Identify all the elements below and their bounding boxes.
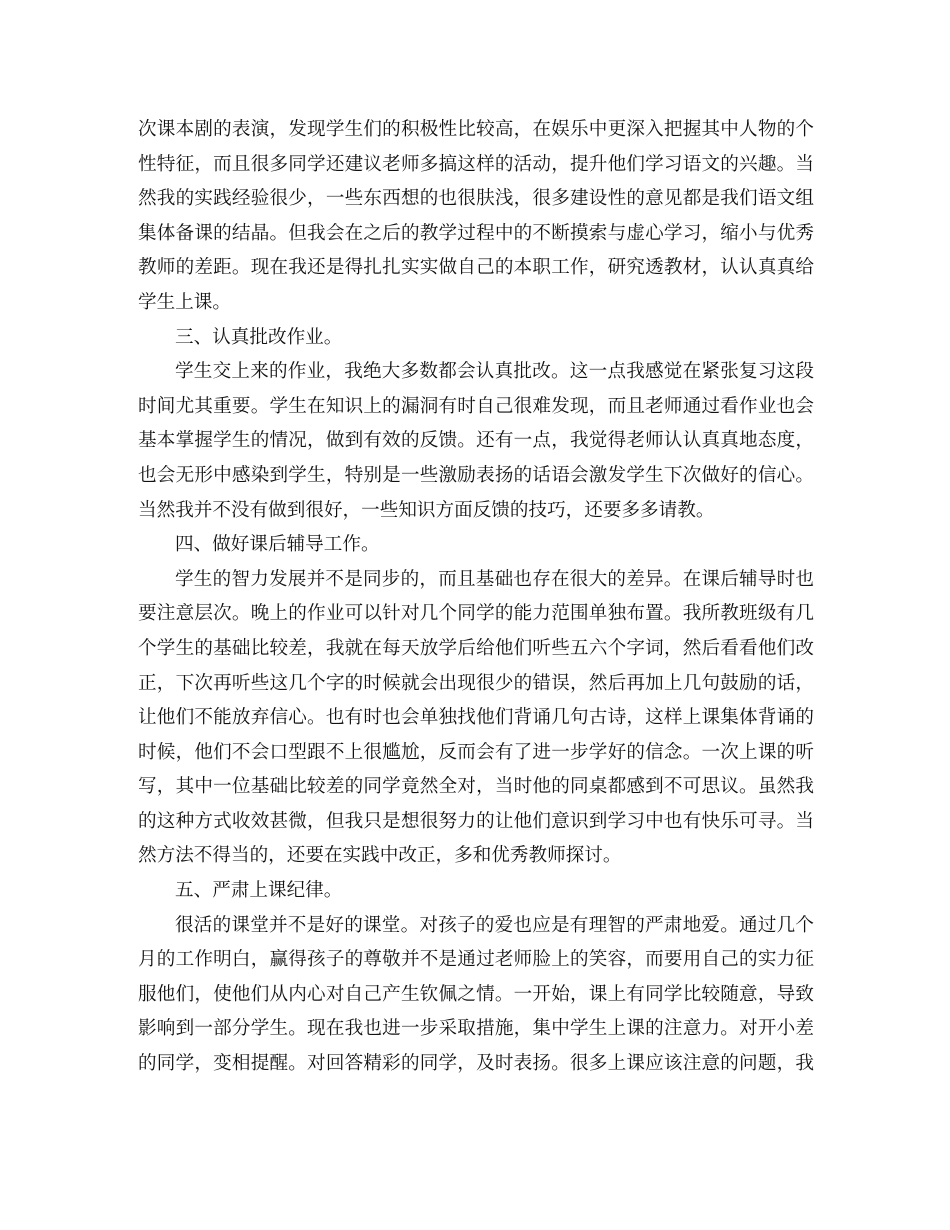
section-heading: 四、做好课后辅导工作。	[175, 534, 380, 556]
paragraph-line: 基本掌握学生的情况，做到有效的反馈。还有一点，我觉得老师认认真真地态度，	[138, 430, 814, 452]
paragraph-line: 很活的课堂并不是好的课堂。对孩子的爱也应是有理智的严肃地爱。通过几个	[175, 914, 814, 936]
paragraph-line: 时候，他们不会口型跟不上很尴尬，反而会有了进一步学好的信念。一次上课的听	[138, 741, 814, 763]
paragraph-line: 学生的智力发展并不是同步的，而且基础也存在很大的差异。在课后辅导时也	[175, 568, 814, 590]
paragraph-line: 次课本剧的表演，发现学生们的积极性比较高，在娱乐中更深入把握其中人物的个	[138, 119, 814, 140]
paragraph-line: 服他们，使他们从内心对自己产生钦佩之情。一开始，课上有同学比较随意，导致	[138, 983, 814, 1005]
paragraph-line: 学生上课。	[138, 291, 231, 313]
paragraph-line: 时间尤其重要。学生在知识上的漏洞有时自己很难发现，而且老师通过看作业也会	[138, 395, 814, 417]
document-page	[138, 113, 814, 1082]
section-heading: 五、严肃上课纪律。	[175, 880, 343, 902]
paragraph-line: 写，其中一位基础比较差的同学竟然全对，当时他的同桌都感到不可思议。虽然我	[138, 776, 814, 798]
paragraph-line: 集体备课的结晶。但我会在之后的教学过程中的不断摸索与虚心学习，缩小与优秀	[138, 222, 814, 244]
paragraph-line: 让他们不能放弃信心。也有时也会单独找他们背诵几句古诗，这样上课集体背诵的	[138, 707, 814, 729]
paragraph-line: 性特征，而且很多同学还建议老师多搞这样的活动，提升他们学习语文的兴趣。当	[138, 153, 814, 175]
paragraph-line: 正，下次再听些这几个字的时候就会出现很少的错误，然后再加上几句鼓励的话，	[138, 672, 814, 694]
paragraph-line: 然我的实践经验很少，一些东西想的也很肤浅，很多建设性的意见都是我们语文组	[138, 188, 814, 210]
paragraph-line: 也会无形中感染到学生，特别是一些激励表扬的话语会激发学生下次做好的信心。	[138, 464, 814, 486]
paragraph-line: 个学生的基础比较差，我就在每天放学后给他们听些五六个字词，然后看看他们改	[138, 637, 814, 659]
paragraph-line: 要注意层次。晚上的作业可以针对几个同学的能力范围单独布置。我所教班级有几	[138, 603, 814, 625]
paragraph-line: 月的工作明白，赢得孩子的尊敬并不是通过老师脸上的笑容，而要用自己的实力征	[138, 949, 814, 971]
paragraph-line: 学生交上来的作业，我绝大多数都会认真批改。这一点我感觉在紧张复习这段	[175, 361, 814, 383]
paragraph-line: 影响到一部分学生。现在我也进一步采取措施，集中学生上课的注意力。对开小差	[138, 1018, 814, 1040]
paragraph-line: 教师的差距。现在我还是得扎扎实实做自己的本职工作，研究透教材，认认真真给	[138, 257, 814, 279]
paragraph-line: 然方法不得当的，还要在实践中改正，多和优秀教师探讨。	[138, 845, 622, 867]
paragraph-line: 的同学，变相提醒。对回答精彩的同学，及时表扬。很多上课应该注意的问题，我	[138, 1053, 814, 1075]
section-heading: 三、认真批改作业。	[175, 326, 343, 348]
paragraph-line: 当然我并不没有做到很好，一些知识方面反馈的技巧，还要多多请教。	[138, 499, 715, 521]
paragraph-line: 的这种方式收效甚微，但我只是想很努力的让他们意识到学习中也有快乐可寻。当	[138, 810, 814, 832]
